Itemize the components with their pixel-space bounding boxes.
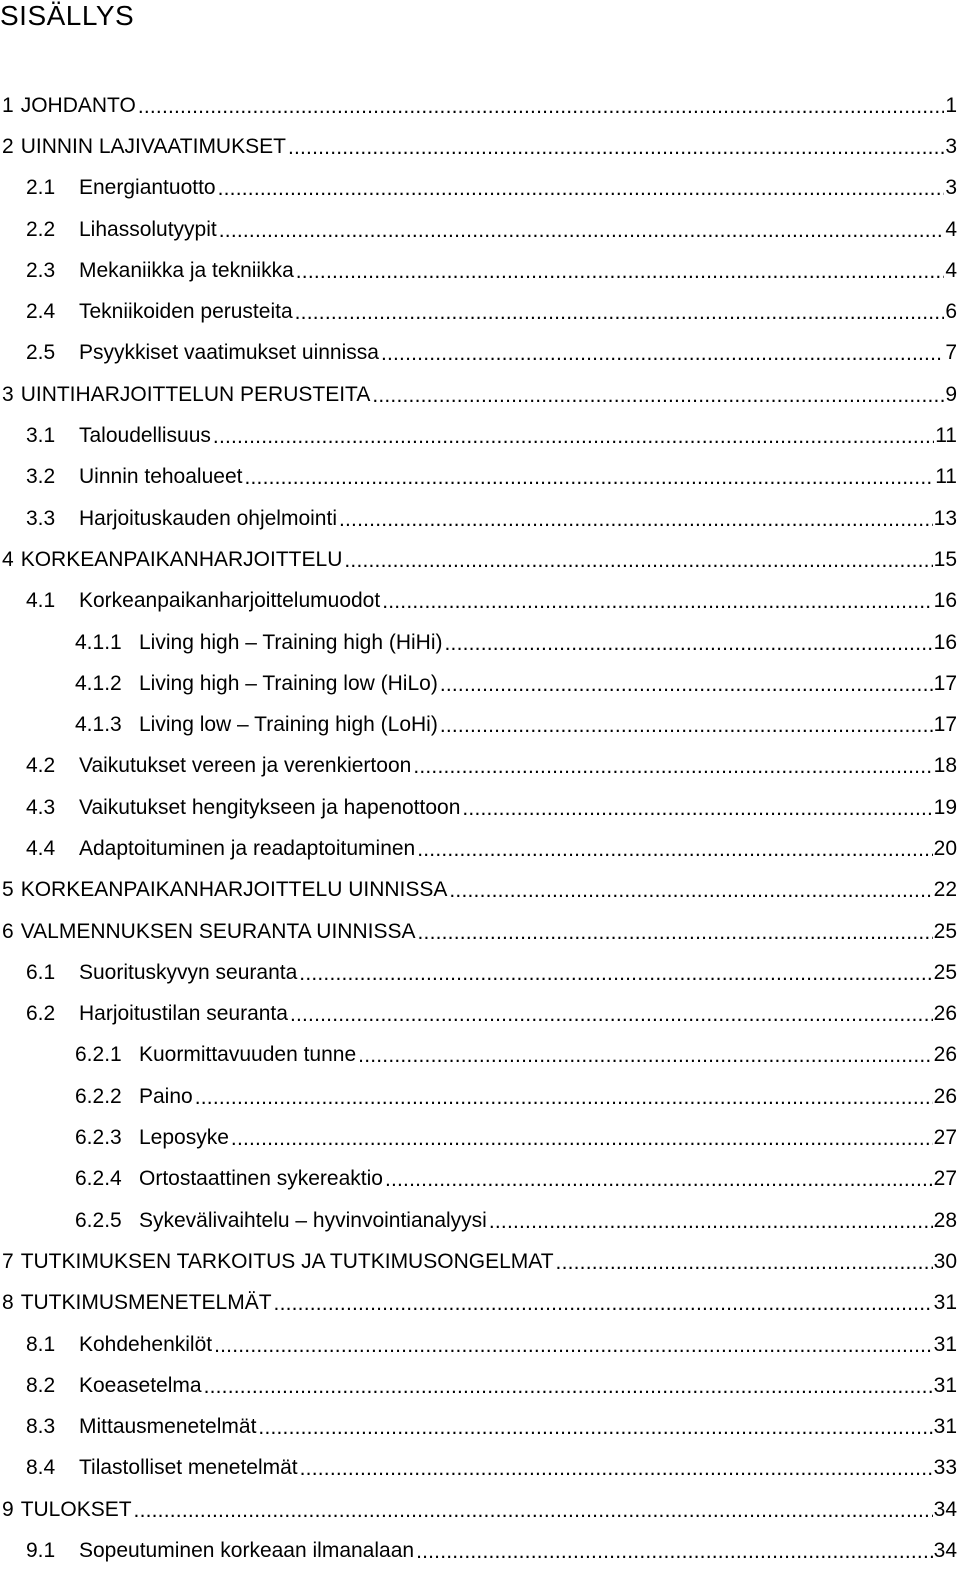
toc-dot-leader <box>218 177 945 199</box>
toc-entry-title: TUTKIMUKSEN TARKOITUS JA TUTKIMUSONGELMAT <box>20 1249 554 1273</box>
toc-entry[interactable] <box>0 663 957 704</box>
toc-dot-leader <box>381 342 944 364</box>
toc-dot-leader <box>358 1044 932 1066</box>
toc-dot-leader <box>489 1210 933 1232</box>
toc-entry-number: 2 <box>2 134 14 158</box>
toc-entry-number: 4.1.2 <box>75 671 122 695</box>
toc-entry-title: Psyykkiset vaatimukset uinnissa <box>79 341 379 365</box>
toc-dot-leader <box>214 1334 933 1356</box>
toc-entry[interactable] <box>0 704 957 745</box>
toc-dot-leader <box>449 879 932 901</box>
toc-entry[interactable] <box>0 1365 957 1406</box>
toc-entry-title: Kuormittavuuden tunne <box>139 1043 357 1067</box>
toc-dot-leader <box>440 714 933 736</box>
toc-entry[interactable] <box>0 1489 957 1530</box>
toc-dot-leader <box>231 1127 933 1149</box>
toc-entry-page-number: 25 <box>933 919 957 943</box>
toc-entry-page-number: 33 <box>933 1456 957 1480</box>
toc-entry-number: 6.1 <box>26 960 56 984</box>
toc-entry-number: 4.1 <box>26 589 56 613</box>
toc-entry-page-number: 11 <box>935 424 957 448</box>
toc-entry[interactable] <box>0 828 957 869</box>
toc-entry-number: 2.5 <box>26 341 56 365</box>
toc-entry-title: Korkeanpaikanharjoittelumuodot <box>79 589 381 613</box>
toc-entry-page-number: 6 <box>945 300 957 324</box>
toc-entry-title: Uinnin tehoalueet <box>79 465 243 489</box>
toc-dot-leader <box>274 1292 933 1314</box>
toc-entry-number: 4.4 <box>26 836 56 860</box>
toc-entry-page-number: 15 <box>933 547 957 571</box>
toc-dot-leader <box>418 921 933 943</box>
toc-entry-title: Vaikutukset vereen ja verenkiertoon <box>79 754 412 778</box>
toc-entry-number: 8 <box>2 1291 14 1315</box>
toc-entry[interactable] <box>0 581 957 622</box>
toc-entry-page-number: 4 <box>945 217 957 241</box>
toc-entry-number: 8.4 <box>26 1456 56 1480</box>
toc-dot-leader <box>382 590 932 612</box>
toc-entry-page-number: 28 <box>933 1208 957 1232</box>
toc-entry-number: 6.2 <box>26 1002 56 1026</box>
toc-entry[interactable] <box>0 1076 957 1117</box>
toc-entry-page-number: 27 <box>933 1126 957 1150</box>
toc-entry-page-number: 34 <box>933 1539 957 1563</box>
toc-entry-page-number: 3 <box>945 134 957 158</box>
toc-entry-number: 6.2.3 <box>75 1126 122 1150</box>
toc-entry-page-number: 18 <box>933 754 957 778</box>
toc-entry[interactable] <box>0 1159 957 1200</box>
toc-entry-page-number: 16 <box>933 589 957 613</box>
toc-entry-number: 2.2 <box>26 217 56 241</box>
toc-entry-page-number: 22 <box>933 878 957 902</box>
toc-entry-page-number: 19 <box>933 795 957 819</box>
toc-entry-title: Mittausmenetelmät <box>79 1415 257 1439</box>
toc-entry-number: 2.3 <box>26 258 56 282</box>
toc-dot-leader <box>244 466 934 488</box>
toc-entry-number: 8.2 <box>26 1373 56 1397</box>
toc-entry-page-number: 17 <box>933 671 957 695</box>
toc-entry-number: 4.1.3 <box>75 713 122 737</box>
toc-dot-leader <box>385 1168 933 1190</box>
toc-entry[interactable] <box>0 870 957 911</box>
toc-entry-title: Living high – Training high (HiHi) <box>139 630 443 654</box>
toc-entry-page-number: 9 <box>945 382 957 406</box>
toc-entry[interactable] <box>0 498 957 539</box>
toc-entry-number: 8.3 <box>26 1415 56 1439</box>
toc-entry-number: 6 <box>2 919 14 943</box>
toc-entry-page-number: 30 <box>933 1249 957 1273</box>
toc-entry-number: 3 <box>2 382 14 406</box>
toc-entry[interactable] <box>0 374 957 415</box>
toc-entry-number: 1 <box>2 93 14 117</box>
toc-entry-page-number: 31 <box>933 1415 957 1439</box>
toc-entry-title: Tilastolliset menetelmät <box>79 1456 298 1480</box>
toc-entry-page-number: 13 <box>933 506 957 530</box>
toc-entry[interactable] <box>0 1241 957 1282</box>
toc-entry-page-number: 26 <box>933 1043 957 1067</box>
toc-dot-leader <box>300 1457 933 1479</box>
toc-entry-title: Sykevälivaihtelu – hyvinvointianalyysi <box>139 1208 487 1232</box>
toc-dot-leader <box>290 1003 933 1025</box>
toc-entry[interactable] <box>0 291 957 332</box>
toc-dot-leader <box>213 425 934 447</box>
toc-dot-leader <box>416 1540 933 1562</box>
toc-entry-title: TULOKSET <box>20 1497 132 1521</box>
table-of-contents <box>0 85 957 1572</box>
toc-entry-number: 3.3 <box>26 506 56 530</box>
toc-dot-leader <box>204 1375 933 1397</box>
toc-entry-title: Living low – Training high (LoHi) <box>139 713 438 737</box>
toc-dot-leader <box>339 508 933 530</box>
toc-entry-number: 4.3 <box>26 795 56 819</box>
toc-entry-title: Suorituskyvyn seuranta <box>79 960 298 984</box>
toc-entry-title: Taloudellisuus <box>79 424 211 448</box>
toc-entry[interactable] <box>0 209 957 250</box>
toc-entry-title: Paino <box>139 1084 193 1108</box>
toc-entry[interactable] <box>0 911 957 952</box>
toc-dot-leader <box>445 632 933 654</box>
toc-dot-leader <box>296 260 945 282</box>
toc-entry-title: Adaptoituminen ja readaptoituminen <box>79 836 416 860</box>
toc-dot-leader <box>556 1251 933 1273</box>
toc-entry-page-number: 4 <box>945 258 957 282</box>
toc-entry-title: Energiantuotto <box>79 176 216 200</box>
toc-entry-page-number: 25 <box>933 960 957 984</box>
toc-entry-number: 6.2.1 <box>75 1043 122 1067</box>
toc-entry-page-number: 1 <box>945 93 957 117</box>
toc-entry[interactable] <box>0 1448 957 1489</box>
toc-entry-title: TUTKIMUSMENETELMÄT <box>20 1291 272 1315</box>
toc-entry-title: Ortostaattinen sykereaktio <box>139 1167 383 1191</box>
toc-entry-title: Kohdehenkilöt <box>79 1332 213 1356</box>
toc-entry[interactable] <box>0 333 957 374</box>
toc-entry-page-number: 31 <box>933 1291 957 1315</box>
toc-entry-page-number: 16 <box>933 630 957 654</box>
toc-entry-title: Harjoituskauden ohjelmointi <box>79 506 337 530</box>
toc-entry-number: 5 <box>2 878 14 902</box>
toc-entry-title: Tekniikoiden perusteita <box>79 300 293 324</box>
toc-dot-leader <box>219 219 945 241</box>
toc-entry[interactable] <box>0 457 957 498</box>
toc-dot-leader <box>134 1499 933 1521</box>
toc-entry[interactable] <box>0 85 957 126</box>
toc-entry-number: 6.2.5 <box>75 1208 122 1232</box>
toc-entry-page-number: 34 <box>933 1497 957 1521</box>
toc-entry-page-number: 17 <box>933 713 957 737</box>
toc-entry-number: 4.2 <box>26 754 56 778</box>
toc-entry[interactable] <box>0 1283 957 1324</box>
toc-entry-number: 9 <box>2 1497 14 1521</box>
toc-entry-number: 6.2.4 <box>75 1167 122 1191</box>
toc-dot-leader <box>417 838 932 860</box>
toc-dot-leader <box>440 673 933 695</box>
toc-entry-number: 3.2 <box>26 465 56 489</box>
toc-entry[interactable] <box>0 1324 957 1365</box>
toc-entry[interactable] <box>0 952 957 993</box>
toc-entry-title: Lihassolutyypit <box>79 217 217 241</box>
toc-entry[interactable] <box>0 1117 957 1158</box>
toc-entry-number: 7 <box>2 1249 14 1273</box>
toc-dot-leader <box>413 755 932 777</box>
toc-entry[interactable] <box>0 1530 957 1571</box>
toc-entry-number: 3.1 <box>26 424 56 448</box>
toc-entry-page-number: 7 <box>945 341 957 365</box>
toc-entry-number: 9.1 <box>26 1539 56 1563</box>
toc-entry-title: Harjoitustilan seuranta <box>79 1002 288 1026</box>
toc-entry-title: Leposyke <box>139 1126 229 1150</box>
toc-dot-leader <box>258 1416 932 1438</box>
toc-entry-title: JOHDANTO <box>20 93 136 117</box>
toc-entry-title: Living high – Training low (HiLo) <box>139 671 438 695</box>
toc-entry[interactable] <box>0 250 957 291</box>
toc-dot-leader <box>344 549 932 571</box>
toc-entry-title: Sopeutuminen korkeaan ilmanalaan <box>79 1539 415 1563</box>
toc-entry-page-number: 31 <box>933 1332 957 1356</box>
toc-entry-page-number: 11 <box>935 465 957 489</box>
toc-dot-leader <box>288 136 944 158</box>
toc-entry-title: UINNIN LAJIVAATIMUKSET <box>20 134 286 158</box>
toc-entry[interactable] <box>0 622 957 663</box>
toc-entry-page-number: 31 <box>933 1373 957 1397</box>
toc-entry-number: 8.1 <box>26 1332 56 1356</box>
toc-entry-number: 2.1 <box>26 176 56 200</box>
toc-entry-number: 4 <box>2 547 14 571</box>
toc-entry-title: Vaikutukset hengitykseen ja hapenottoon <box>79 795 461 819</box>
toc-entry-number: 4.1.1 <box>75 630 122 654</box>
toc-entry-title: Koeasetelma <box>79 1373 202 1397</box>
toc-entry[interactable] <box>0 787 957 828</box>
toc-entry-title: KORKEANPAIKANHARJOITTELU <box>20 547 343 571</box>
toc-entry-title: Mekaniikka ja tekniikka <box>79 258 294 282</box>
toc-entry-page-number: 26 <box>933 1002 957 1026</box>
toc-dot-leader <box>195 1086 933 1108</box>
toc-dot-leader <box>299 962 932 984</box>
toc-entry-title: UINTIHARJOITTELUN PERUSTEITA <box>20 382 371 406</box>
toc-entry[interactable] <box>0 1200 957 1241</box>
toc-entry[interactable] <box>0 126 957 167</box>
toc-dot-leader <box>372 384 944 406</box>
toc-entry[interactable] <box>0 415 957 456</box>
toc-entry-title: VALMENNUKSEN SEURANTA UINNISSA <box>20 919 416 943</box>
toc-entry[interactable] <box>0 168 957 209</box>
toc-entry[interactable] <box>0 1035 957 1076</box>
toc-entry-page-number: 26 <box>933 1084 957 1108</box>
toc-dot-leader <box>295 301 945 323</box>
toc-entry-title: KORKEANPAIKANHARJOITTELU UINNISSA <box>20 878 448 902</box>
toc-dot-leader <box>462 797 932 819</box>
toc-entry[interactable] <box>0 1407 957 1448</box>
toc-entry[interactable] <box>0 539 957 580</box>
toc-entry-page-number: 3 <box>945 176 957 200</box>
toc-entry[interactable] <box>0 994 957 1035</box>
toc-entry-page-number: 20 <box>933 836 957 860</box>
toc-entry-number: 2.4 <box>26 300 56 324</box>
toc-dot-leader <box>138 95 945 117</box>
toc-entry[interactable] <box>0 746 957 787</box>
toc-entry-number: 6.2.2 <box>75 1084 122 1108</box>
toc-entry-page-number: 27 <box>933 1167 957 1191</box>
page-title: SISÄLLYS <box>0 0 135 31</box>
